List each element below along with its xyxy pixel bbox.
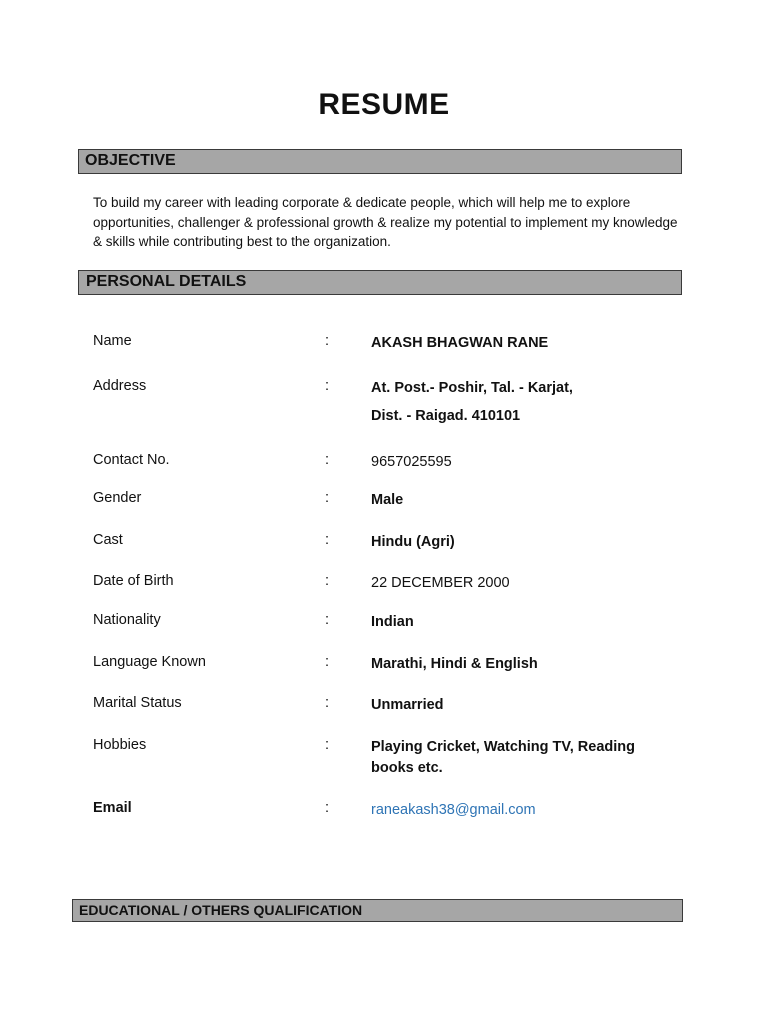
email-separator: : (325, 800, 330, 816)
dob-label: Date of Birth (93, 573, 174, 589)
name-label: Name (93, 333, 132, 349)
dob-separator: : (325, 573, 330, 589)
page-title: RESUME (318, 88, 450, 121)
gender-separator: : (325, 490, 330, 506)
hobbies-value: Playing Cricket, Watching TV, Reading books etc. (371, 739, 636, 776)
education-heading: EDUCATIONAL / OTHERS QUALIFICATION (72, 899, 683, 922)
objective-text: To build my career with leading corporate & dedicate people, which will help me to explore opportunities, challenger & professional growth & realize my potential to implement my knowledge & skills while contributing best to the organization. (93, 195, 678, 249)
personal-details-heading: PERSONAL DETAILS (78, 270, 682, 295)
marital-label: Marital Status (93, 695, 182, 711)
nationality-label: Nationality (93, 612, 161, 628)
email-label: Email (93, 800, 132, 816)
marital-separator: : (325, 695, 330, 711)
language-label: Language Known (93, 654, 206, 670)
dob-value: 22 DECEMBER 2000 (371, 575, 510, 591)
hobbies-separator: : (325, 737, 330, 753)
marital-value: Unmarried (371, 697, 444, 713)
gender-label: Gender (93, 490, 142, 506)
name-value: AKASH BHAGWAN RANE (371, 335, 549, 351)
address-line2: Dist. - Raigad. 410101 (371, 408, 521, 424)
email-link[interactable]: raneakash38@gmail.com (371, 802, 536, 818)
cast-value: Hindu (Agri) (371, 534, 455, 550)
language-value: Marathi, Hindi & English (371, 656, 538, 672)
nationality-separator: : (325, 612, 330, 628)
address-label: Address (93, 378, 147, 394)
address-separator: : (325, 378, 330, 394)
gender-value: Male (371, 492, 404, 508)
nationality-value: Indian (371, 614, 414, 630)
contact-value: 9657025595 (371, 454, 452, 470)
hobbies-label: Hobbies (93, 737, 147, 753)
address-line1: At. Post.- Poshir, Tal. - Karjat, (371, 380, 573, 396)
objective-heading: OBJECTIVE (78, 149, 682, 174)
cast-separator: : (325, 532, 330, 548)
cast-label: Cast (93, 532, 123, 548)
name-separator: : (325, 333, 330, 349)
contact-label: Contact No. (93, 452, 170, 468)
language-separator: : (325, 654, 330, 670)
contact-separator: : (325, 452, 330, 468)
